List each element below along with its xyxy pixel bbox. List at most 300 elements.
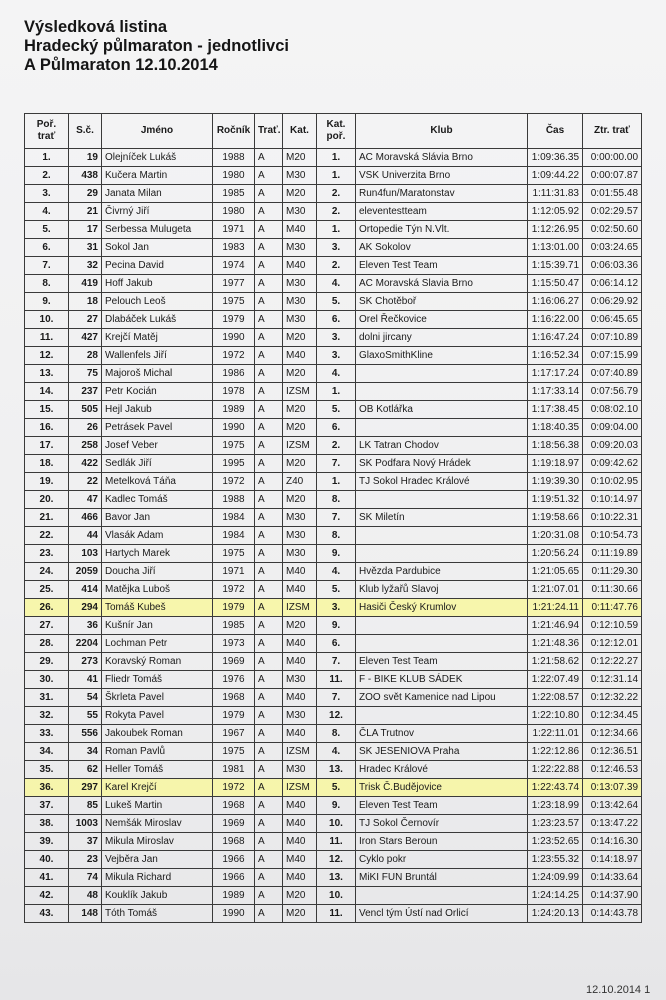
cell-bib: 32 — [69, 257, 102, 275]
cell-bib: 36 — [69, 617, 102, 635]
cell-year: 1976 — [213, 671, 255, 689]
col-header-name: Jméno — [102, 114, 213, 149]
cell-year: 1978 — [213, 383, 255, 401]
cell-track: A — [255, 743, 283, 761]
cell-track: A — [255, 473, 283, 491]
col-header-category: Kat. — [283, 114, 317, 149]
cell-track: A — [255, 293, 283, 311]
cell-category: M30 — [283, 203, 317, 221]
table-row — [25, 203, 642, 221]
cell-club: Trisk Č.Budějovice — [356, 779, 528, 797]
cell-name: Rokyta Pavel — [102, 707, 213, 725]
cell-category: M20 — [283, 887, 317, 905]
cell-time-loss: 0:13:47.22 — [583, 815, 642, 833]
cell-name: Serbessa Mulugeta — [102, 221, 213, 239]
table-row — [25, 599, 642, 617]
cell-track: A — [255, 257, 283, 275]
cell-category-rank: 2. — [317, 185, 356, 203]
cell-bib: 27 — [69, 311, 102, 329]
cell-name: Pecina David — [102, 257, 213, 275]
cell-rank: 5. — [25, 221, 69, 239]
cell-club: GlaxoSmithKline — [356, 347, 528, 365]
cell-rank: 34. — [25, 743, 69, 761]
cell-time-loss: 0:14:18.97 — [583, 851, 642, 869]
cell-category: M30 — [283, 761, 317, 779]
cell-year: 1988 — [213, 491, 255, 509]
cell-bib: 47 — [69, 491, 102, 509]
cell-track: A — [255, 635, 283, 653]
cell-category-rank: 5. — [317, 293, 356, 311]
cell-year: 1972 — [213, 347, 255, 365]
cell-year: 1986 — [213, 365, 255, 383]
cell-time: 1:16:22.00 — [528, 311, 583, 329]
cell-time-loss: 0:09:42.62 — [583, 455, 642, 473]
cell-time-loss: 0:13:07.39 — [583, 779, 642, 797]
table-row — [25, 761, 642, 779]
cell-time: 1:24:09.99 — [528, 869, 583, 887]
cell-year: 1984 — [213, 509, 255, 527]
cell-track: A — [255, 167, 283, 185]
table-row — [25, 401, 642, 419]
table-row — [25, 383, 642, 401]
cell-rank: 1. — [25, 149, 69, 167]
cell-category-rank: 3. — [317, 599, 356, 617]
cell-bib: 419 — [69, 275, 102, 293]
cell-name: Kadlec Tomáš — [102, 491, 213, 509]
cell-category: M40 — [283, 689, 317, 707]
cell-rank: 8. — [25, 275, 69, 293]
cell-category-rank: 5. — [317, 779, 356, 797]
cell-bib: 427 — [69, 329, 102, 347]
cell-time: 1:21:48.36 — [528, 635, 583, 653]
footer-print-date: 12.10.2014 1 — [586, 984, 651, 996]
cell-time: 1:15:39.71 — [528, 257, 583, 275]
cell-category-rank: 12. — [317, 851, 356, 869]
cell-category: M40 — [283, 833, 317, 851]
col-header-category-rank: Kat. poř. — [317, 114, 356, 149]
cell-bib: 55 — [69, 707, 102, 725]
cell-name: Dlabáček Lukáš — [102, 311, 213, 329]
cell-rank: 19. — [25, 473, 69, 491]
col-header-club: Klub — [356, 114, 528, 149]
cell-category-rank: 6. — [317, 311, 356, 329]
cell-time: 1:18:56.38 — [528, 437, 583, 455]
cell-track: A — [255, 599, 283, 617]
cell-time: 1:20:31.08 — [528, 527, 583, 545]
cell-club: MiKI FUN Bruntál — [356, 869, 528, 887]
cell-bib: 23 — [69, 851, 102, 869]
cell-category: Z40 — [283, 473, 317, 491]
cell-club: Hvězda Pardubice — [356, 563, 528, 581]
cell-track: A — [255, 365, 283, 383]
cell-bib: 17 — [69, 221, 102, 239]
cell-category-rank: 3. — [317, 329, 356, 347]
table-row — [25, 437, 642, 455]
cell-name: Škrleta Pavel — [102, 689, 213, 707]
cell-category-rank: 1. — [317, 221, 356, 239]
cell-track: A — [255, 761, 283, 779]
cell-club — [356, 887, 528, 905]
cell-year: 1975 — [213, 437, 255, 455]
cell-year: 1979 — [213, 599, 255, 617]
table-row — [25, 887, 642, 905]
cell-time: 1:17:38.45 — [528, 401, 583, 419]
cell-time-loss: 0:11:47.76 — [583, 599, 642, 617]
cell-category-rank: 7. — [317, 509, 356, 527]
cell-year: 1980 — [213, 203, 255, 221]
table-row — [25, 347, 642, 365]
cell-track: A — [255, 437, 283, 455]
cell-club: SK JESENIOVA Praha — [356, 743, 528, 761]
cell-time-loss: 0:12:34.45 — [583, 707, 642, 725]
cell-rank: 12. — [25, 347, 69, 365]
cell-bib: 41 — [69, 671, 102, 689]
cell-time: 1:12:26.95 — [528, 221, 583, 239]
cell-category: M40 — [283, 257, 317, 275]
col-header-rank: Poř. trať — [25, 114, 69, 149]
cell-category-rank: 8. — [317, 491, 356, 509]
cell-name: Fliedr Tomáš — [102, 671, 213, 689]
cell-club: F - BIKE KLUB SÁDEK — [356, 671, 528, 689]
cell-category: M20 — [283, 329, 317, 347]
cell-year: 1990 — [213, 905, 255, 923]
cell-name: Majoroš Michal — [102, 365, 213, 383]
cell-bib: 21 — [69, 203, 102, 221]
cell-category-rank: 12. — [317, 707, 356, 725]
cell-name: Olejníček Lukáš — [102, 149, 213, 167]
cell-category-rank: 1. — [317, 149, 356, 167]
race-date-line: A Půlmaraton 12.10.2014 — [24, 56, 218, 74]
document-header — [24, 18, 289, 75]
cell-bib: 75 — [69, 365, 102, 383]
cell-rank: 13. — [25, 365, 69, 383]
cell-rank: 11. — [25, 329, 69, 347]
col-header-bib: S.č. — [69, 114, 102, 149]
table-row — [25, 707, 642, 725]
cell-time: 1:18:40.35 — [528, 419, 583, 437]
table-row — [25, 509, 642, 527]
cell-bib: 54 — [69, 689, 102, 707]
cell-name: Petr Kocián — [102, 383, 213, 401]
cell-category-rank: 7. — [317, 653, 356, 671]
table-row — [25, 869, 642, 887]
cell-name: Sedlák Jiří — [102, 455, 213, 473]
cell-time-loss: 0:06:03.36 — [583, 257, 642, 275]
cell-category: M20 — [283, 365, 317, 383]
cell-year: 1981 — [213, 761, 255, 779]
cell-time: 1:17:17.24 — [528, 365, 583, 383]
cell-year: 1990 — [213, 419, 255, 437]
cell-time: 1:19:51.32 — [528, 491, 583, 509]
cell-name: Kouklík Jakub — [102, 887, 213, 905]
cell-category: M20 — [283, 401, 317, 419]
cell-category-rank: 6. — [317, 419, 356, 437]
results-body — [25, 149, 642, 923]
results-table — [24, 113, 642, 923]
cell-name: Kučera Martin — [102, 167, 213, 185]
cell-time: 1:21:07.01 — [528, 581, 583, 599]
cell-category-rank: 4. — [317, 275, 356, 293]
cell-bib: 103 — [69, 545, 102, 563]
cell-year: 1971 — [213, 221, 255, 239]
cell-time-loss: 0:10:22.31 — [583, 509, 642, 527]
cell-club — [356, 419, 528, 437]
cell-time-loss: 0:14:43.78 — [583, 905, 642, 923]
cell-category: IZSM — [283, 743, 317, 761]
cell-category: M40 — [283, 869, 317, 887]
cell-time-loss: 0:12:22.27 — [583, 653, 642, 671]
cell-year: 1968 — [213, 689, 255, 707]
cell-track: A — [255, 833, 283, 851]
cell-name: Koravský Roman — [102, 653, 213, 671]
cell-bib: 62 — [69, 761, 102, 779]
cell-time-loss: 0:07:15.99 — [583, 347, 642, 365]
cell-bib: 48 — [69, 887, 102, 905]
cell-year: 1985 — [213, 617, 255, 635]
cell-year: 1968 — [213, 797, 255, 815]
table-row — [25, 725, 642, 743]
cell-club — [356, 527, 528, 545]
cell-time: 1:19:18.97 — [528, 455, 583, 473]
table-row — [25, 311, 642, 329]
cell-bib: 2059 — [69, 563, 102, 581]
cell-time: 1:22:07.49 — [528, 671, 583, 689]
table-row — [25, 563, 642, 581]
cell-track: A — [255, 401, 283, 419]
cell-track: A — [255, 725, 283, 743]
cell-year: 1972 — [213, 581, 255, 599]
cell-bib: 85 — [69, 797, 102, 815]
cell-year: 1969 — [213, 815, 255, 833]
cell-time: 1:23:55.32 — [528, 851, 583, 869]
cell-rank: 17. — [25, 437, 69, 455]
cell-category-rank: 1. — [317, 473, 356, 491]
cell-track: A — [255, 347, 283, 365]
cell-name: Lukeš Martin — [102, 797, 213, 815]
table-row — [25, 473, 642, 491]
cell-rank: 23. — [25, 545, 69, 563]
cell-rank: 25. — [25, 581, 69, 599]
table-row — [25, 671, 642, 689]
cell-time: 1:22:11.01 — [528, 725, 583, 743]
cell-year: 1966 — [213, 869, 255, 887]
cell-category-rank: 13. — [317, 869, 356, 887]
cell-bib: 556 — [69, 725, 102, 743]
cell-bib: 1003 — [69, 815, 102, 833]
cell-bib: 438 — [69, 167, 102, 185]
cell-name: Vejběra Jan — [102, 851, 213, 869]
cell-category: M40 — [283, 221, 317, 239]
cell-time-loss: 0:10:14.97 — [583, 491, 642, 509]
cell-time: 1:23:52.65 — [528, 833, 583, 851]
cell-category: M30 — [283, 545, 317, 563]
cell-category-rank: 4. — [317, 743, 356, 761]
cell-category-rank: 8. — [317, 527, 356, 545]
cell-track: A — [255, 689, 283, 707]
cell-category-rank: 13. — [317, 761, 356, 779]
cell-category: M30 — [283, 167, 317, 185]
table-row — [25, 167, 642, 185]
cell-name: Tomáš Kubeš — [102, 599, 213, 617]
cell-rank: 36. — [25, 779, 69, 797]
cell-club: OB Kotlářka — [356, 401, 528, 419]
table-row — [25, 851, 642, 869]
cell-time: 1:23:18.99 — [528, 797, 583, 815]
cell-time-loss: 0:07:40.89 — [583, 365, 642, 383]
cell-track: A — [255, 581, 283, 599]
cell-category: IZSM — [283, 437, 317, 455]
cell-category-rank: 9. — [317, 797, 356, 815]
cell-time-loss: 0:07:10.89 — [583, 329, 642, 347]
table-row — [25, 797, 642, 815]
cell-category-rank: 9. — [317, 617, 356, 635]
cell-time: 1:20:56.24 — [528, 545, 583, 563]
cell-name: Josef Veber — [102, 437, 213, 455]
col-header-time-loss: Ztr. trať — [583, 114, 642, 149]
table-row — [25, 905, 642, 923]
cell-name: Sokol Jan — [102, 239, 213, 257]
cell-club: AC Moravská Slavia Brno — [356, 275, 528, 293]
cell-rank: 27. — [25, 617, 69, 635]
cell-category: IZSM — [283, 599, 317, 617]
table-row — [25, 689, 642, 707]
cell-year: 1995 — [213, 455, 255, 473]
cell-track: A — [255, 545, 283, 563]
cell-club — [356, 617, 528, 635]
cell-bib: 28 — [69, 347, 102, 365]
table-header-row — [25, 114, 642, 149]
cell-club: ČLA Trutnov — [356, 725, 528, 743]
cell-track: A — [255, 275, 283, 293]
cell-rank: 9. — [25, 293, 69, 311]
cell-track: A — [255, 509, 283, 527]
table-row — [25, 221, 642, 239]
cell-bib: 44 — [69, 527, 102, 545]
cell-name: Nemšák Miroslav — [102, 815, 213, 833]
cell-category-rank: 10. — [317, 887, 356, 905]
cell-club: Eleven Test Team — [356, 797, 528, 815]
col-header-year: Ročník — [213, 114, 255, 149]
cell-year: 1980 — [213, 167, 255, 185]
cell-name: Bavor Jan — [102, 509, 213, 527]
cell-bib: 414 — [69, 581, 102, 599]
table-row — [25, 743, 642, 761]
cell-category-rank: 8. — [317, 725, 356, 743]
cell-year: 1988 — [213, 149, 255, 167]
cell-category: M30 — [283, 509, 317, 527]
cell-bib: 22 — [69, 473, 102, 491]
cell-time-loss: 0:02:50.60 — [583, 221, 642, 239]
cell-time-loss: 0:12:34.66 — [583, 725, 642, 743]
cell-time-loss: 0:01:55.48 — [583, 185, 642, 203]
cell-category: M30 — [283, 293, 317, 311]
cell-name: Jakoubek Roman — [102, 725, 213, 743]
cell-rank: 43. — [25, 905, 69, 923]
table-row — [25, 779, 642, 797]
cell-category: M40 — [283, 653, 317, 671]
cell-year: 1990 — [213, 329, 255, 347]
cell-track: A — [255, 491, 283, 509]
cell-time: 1:12:05.92 — [528, 203, 583, 221]
cell-category: M30 — [283, 275, 317, 293]
cell-club: TJ Sokol Hradec Králové — [356, 473, 528, 491]
cell-category-rank: 2. — [317, 437, 356, 455]
cell-time: 1:17:33.14 — [528, 383, 583, 401]
cell-time-loss: 0:12:12.01 — [583, 635, 642, 653]
cell-club — [356, 545, 528, 563]
cell-rank: 22. — [25, 527, 69, 545]
cell-time: 1:22:08.57 — [528, 689, 583, 707]
cell-bib: 237 — [69, 383, 102, 401]
cell-track: A — [255, 887, 283, 905]
cell-club: Cyklo pokr — [356, 851, 528, 869]
cell-category: IZSM — [283, 779, 317, 797]
cell-category: IZSM — [283, 383, 317, 401]
cell-club: Orel Řečkovice — [356, 311, 528, 329]
cell-club: AK Sokolov — [356, 239, 528, 257]
cell-track: A — [255, 185, 283, 203]
cell-category: M40 — [283, 797, 317, 815]
cell-time: 1:19:58.66 — [528, 509, 583, 527]
cell-bib: 74 — [69, 869, 102, 887]
cell-time-loss: 0:09:04.00 — [583, 419, 642, 437]
cell-category: M20 — [283, 149, 317, 167]
table-row — [25, 293, 642, 311]
cell-bib: 26 — [69, 419, 102, 437]
cell-category: M20 — [283, 419, 317, 437]
cell-track: A — [255, 419, 283, 437]
cell-time: 1:09:44.22 — [528, 167, 583, 185]
cell-category-rank: 3. — [317, 347, 356, 365]
cell-category: M30 — [283, 527, 317, 545]
cell-rank: 37. — [25, 797, 69, 815]
cell-time-loss: 0:03:24.65 — [583, 239, 642, 257]
cell-club: Hradec Králové — [356, 761, 528, 779]
cell-year: 1979 — [213, 311, 255, 329]
cell-club: LK Tatran Chodov — [356, 437, 528, 455]
cell-name: Doucha Jiří — [102, 563, 213, 581]
table-row — [25, 491, 642, 509]
cell-time: 1:16:47.24 — [528, 329, 583, 347]
cell-name: Hartych Marek — [102, 545, 213, 563]
cell-track: A — [255, 815, 283, 833]
cell-time: 1:21:58.62 — [528, 653, 583, 671]
cell-time-loss: 0:12:32.22 — [583, 689, 642, 707]
cell-bib: 34 — [69, 743, 102, 761]
cell-track: A — [255, 653, 283, 671]
cell-bib: 505 — [69, 401, 102, 419]
col-header-track: Trať. — [255, 114, 283, 149]
cell-category-rank: 7. — [317, 455, 356, 473]
cell-track: A — [255, 905, 283, 923]
cell-time-loss: 0:12:46.53 — [583, 761, 642, 779]
cell-bib: 273 — [69, 653, 102, 671]
cell-category-rank: 2. — [317, 203, 356, 221]
cell-club: TJ Sokol Černovír — [356, 815, 528, 833]
cell-category: M30 — [283, 311, 317, 329]
cell-bib: 37 — [69, 833, 102, 851]
cell-rank: 28. — [25, 635, 69, 653]
cell-time: 1:22:10.80 — [528, 707, 583, 725]
cell-name: Tóth Tomáš — [102, 905, 213, 923]
cell-track: A — [255, 455, 283, 473]
cell-category-rank: 6. — [317, 635, 356, 653]
cell-year: 1971 — [213, 563, 255, 581]
cell-category-rank: 7. — [317, 689, 356, 707]
cell-track: A — [255, 221, 283, 239]
cell-rank: 6. — [25, 239, 69, 257]
cell-rank: 41. — [25, 869, 69, 887]
